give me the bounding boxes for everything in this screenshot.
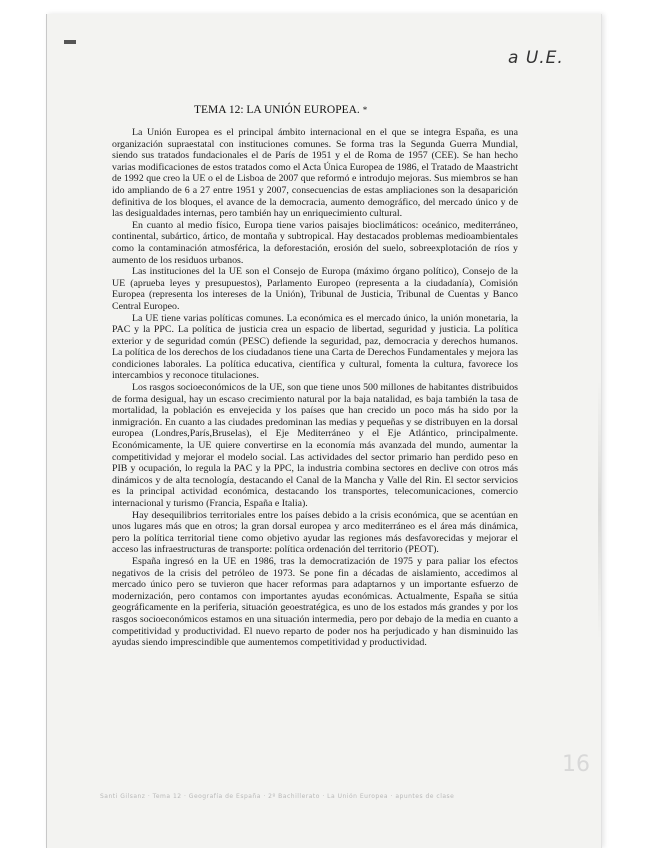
paragraph-intro: La Unión Europea es el principal ámbito internacional en el que se integra España, es una organización supraestatal con instituciones comunes. Se forma tras la Segunda Guerra Mundial, siendo sus tratados fundacionales el de París de 1951 y el de Roma de 1957 (CEE). Se han hecho varias modificaciones de estos tratados como el Acta Única Europea de 1986, el Tratado de Maastricht de 1992 que creo la UE o el de Lisboa de 2007 que reformó e introdujo mejoras. Sus miembros se han ido ampliando de 6 a 27 entre 1951 y 2007, consecuencias de estas ampliaciones son la desaparición definitiva de los bloques, el avance de la democracia, aumento demográfico, del mercado único y de las desigualdades internas, pero también hay un enriquecimiento cultural. <box>112 127 518 220</box>
staple-mark <box>64 40 76 44</box>
title-asterisk: * <box>362 105 368 115</box>
paragraph-spain-in-eu: España ingresó en la UE en 1986, tras la democratización de 1975 y para paliar los efectos negativos de la crisis del petróleo de 1973. Se pone fin a décadas de aislamiento, accedimos al mercado único pero se tuvieron que hacer reformas para adaptarnos y un importante esfuerzo de modernización, pero contamos con importantes ayudas económicas. Actualmente, España se sitúa geográficamente en la periferia, situación geoestratégica, es uno de los estados más grandes y por los rasgos socioeconómicos estamos en una situación intermedia, pero por debajo de la media en cuanto a competitividad y productividad. El nuevo reparto de poder nos ha perjudicado y han disminuido las ayudas siendo imprescindible que aumentemos competitividad y productividad. <box>112 555 518 649</box>
paragraph-physical-environment: En cuanto al medio físico, Europa tiene varios paisajes bioclimáticos: oceánico, mediterráneo, continental, subártico, ártico, de montaña y subtropical. Hay destacados problemas medioambientales como la contaminación atmosférica, la deforestación, erosión del suelo, sobreexplotación de ríos y aumento de los residuos urbanos. <box>112 219 518 266</box>
scan-edge-shadow <box>598 380 601 640</box>
handwritten-note: a U.E. <box>508 48 564 68</box>
paragraph-institutions: Las instituciones del la UE son el Consejo de Europa (máximo órgano político), Consejo de la UE (aprueba leyes y presupuestos), Parlamento Europeo (representa a la ciudadanía), Comisión Europea (representa los intereses de la Unión), Tribunal de Justicia, Tribunal de Cuentas y Banco Central Europeo. <box>112 266 518 312</box>
title-text: TEMA 12: LA UNIÓN EUROPEA. <box>194 104 360 116</box>
paragraph-socioeconomic: Los rasgos socioeconómicos de la UE, son que tiene unos 500 millones de habitantes distribuidos de forma desigual, hay un escaso crecimiento natural por la baja natalidad, es baja también la tasa de mortalidad, la población es envejecida y los países que han crecido un poco más ha sido por la inmigración. En cuanto a las ciudades predominan las medias y pequeñas y se distribuyen en la dorsal europea (Londres,París,Bruselas), el Eje Mediterráneo y el Eje Atlántico, principalmente. Económicamente, la UE quiere convertirse en la economía más avanzada del mundo, aumentar la competitividad y mejorar el modelo social. Las actividades del sector primario han perdido peso en PIB y ocupación, lo regula la PAC y la PPC, la industria combina sectores en declive con otros más dinámicos y de alta tecnología, destacando el Canal de la Mancha y Valle del Rin. El sector servicios es la principal actividad económica, destacando los transportes, telecomunicaciones, comercio internacional y turismo (Francia, España e Italia). <box>112 382 518 509</box>
page-number: 16 <box>562 752 590 777</box>
paragraph-common-policies: La UE tiene varias políticas comunes. La económica es el mercado único, la unión monetaria, la PAC y la PPC. La política de justicia crea un espacio de libertad, seguridad y justicia. La política exterior y de seguridad común (PESC) defiende la seguridad, paz, democracia y derechos humanos. La política de los derechos de los ciudadanos tiene una Carta de Derechos Fundamentales y mejora las condiciones laborales. La política educativa, científica y cultural, fomenta la cultura, favorece los intercambios y reconoce titulaciones. <box>112 312 518 382</box>
page-footer: Santi Gilsanz · Tema 12 · Geografía de España · 2º Bachillerato · La Unión Europea · apuntes de clase <box>100 793 455 800</box>
document-body <box>112 127 518 649</box>
document-title <box>194 104 367 116</box>
paragraph-territorial-imbalances: Hay desequilibrios territoriales entre los países debido a la crisis económica, que se acentúan en unos lugares más que en otros; la gran dorsal europea y arco mediterráneo es el área más dinámica, pero la política territorial tiene como objetivo ayudar las regiones más desfavorecidas y mejorar el acceso las infraestructuras de transporte: política ordenación del territorio (PEOT). <box>112 509 518 556</box>
